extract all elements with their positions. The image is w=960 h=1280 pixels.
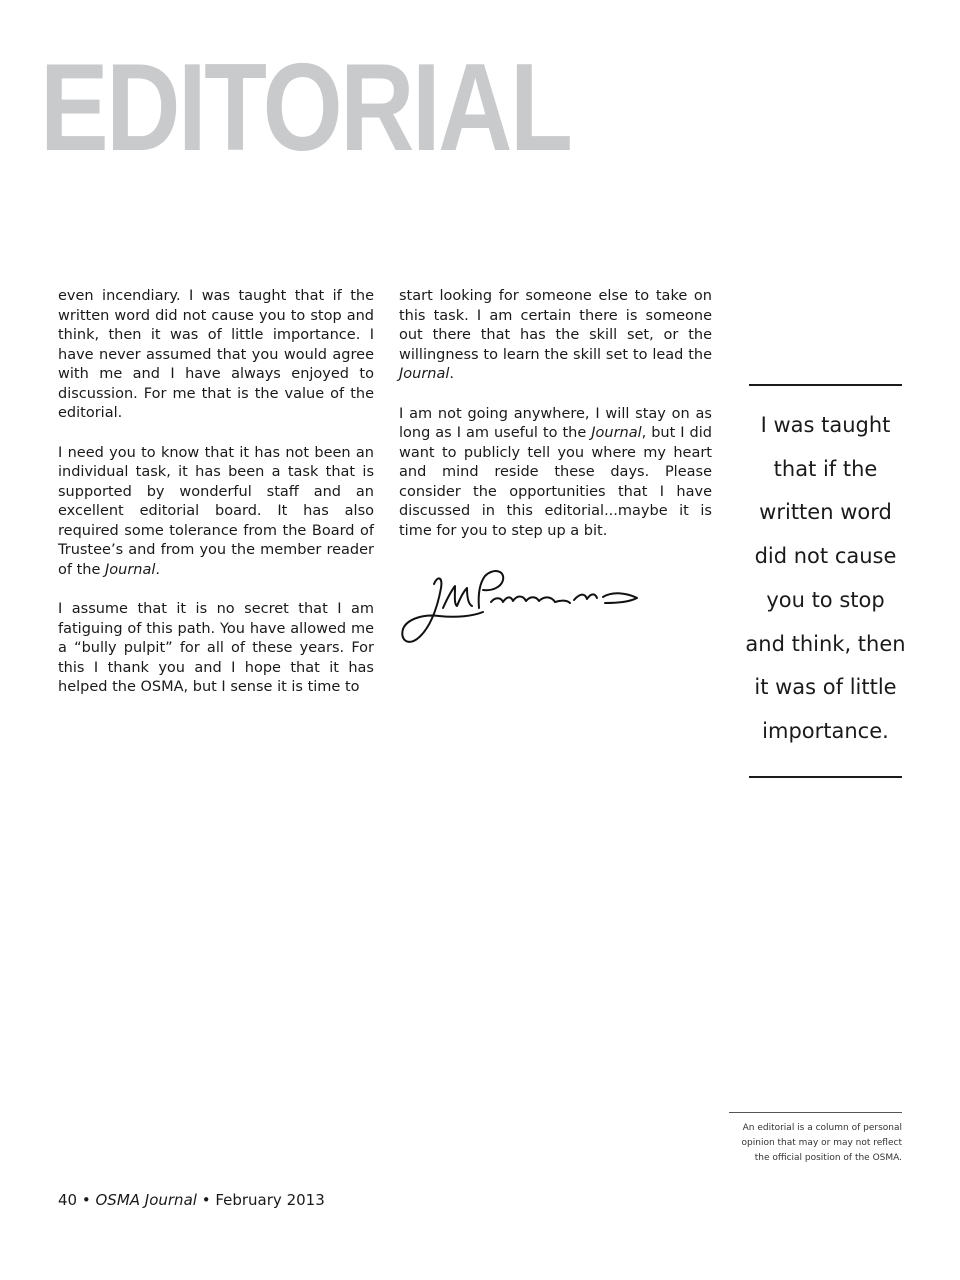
page-number: 40 <box>58 1191 78 1209</box>
journal-name: Journal <box>105 561 156 578</box>
text-run: I need you to know that it has not been an individual task, it has been a task that is supported by wonderful staff and an excellent editorial board. It has also required some tolerance from the Board of Trustee’s and from you the member reader of the <box>58 444 374 578</box>
text-run: I am not going anywhere, I will stay on as long as I am useful to the <box>399 405 712 441</box>
pull-quote-line: I was taught <box>760 413 891 437</box>
article-paragraph: I assume that it is no secret that I am fatiguing of this path. You have allowed me a “bully pulpit” for all of these years. For this I thank you and I hope that it has helped the OSMA, but I sense it is time to <box>58 601 374 695</box>
pull-quote-line: it was of little <box>754 675 897 700</box>
article-paragraph <box>399 287 712 385</box>
journal-name: Journal <box>399 366 450 382</box>
text-run: start looking for someone else to take on this task. I am certain there is someone out there that has the skill set, or the willingness to learn the skill set to lead the <box>399 288 712 363</box>
issue-date: February 2013 <box>215 1191 325 1209</box>
disclaimer-line: opinion that may or may not reflect <box>741 1138 902 1148</box>
disclaimer-line: An editorial is a column of personal <box>742 1123 902 1133</box>
pull-quote-line: written word <box>759 500 892 525</box>
signature-icon <box>399 566 644 650</box>
pull-quote-line: importance. <box>762 718 889 743</box>
article-column-middle <box>399 287 712 561</box>
pull-quote <box>745 384 906 778</box>
disclaimer-line: the official position of the OSMA. <box>754 1153 902 1163</box>
pull-quote-line: you to stop <box>766 587 885 612</box>
article-paragraph <box>58 444 374 581</box>
pull-quote-line: and think, then <box>745 631 906 656</box>
footer-separator: • <box>77 1191 96 1209</box>
article-paragraph: even incendiary. I was taught that if the written word did not cause you to stop and think, then it was of little importance. I have never assumed that you would agree with me and I have always enjoyed to discussion. For me that is the value of the editorial. <box>58 288 374 421</box>
page-footer <box>58 1190 325 1210</box>
pull-quote-text <box>735 404 916 754</box>
text-run: . <box>155 561 161 578</box>
pull-quote-line: did not cause <box>754 544 897 569</box>
journal-name: Journal <box>591 425 642 441</box>
pull-quote-line: that if the <box>773 456 878 481</box>
article-column-left <box>58 287 374 718</box>
journal-name: OSMA Journal <box>95 1191 197 1209</box>
text-run: , but I did want to publicly tell you where my heart and mind reside these days. Please consider the opportunities that I have discussed in this editorial...maybe it is time for you to step up a bit. <box>399 425 712 539</box>
page-title: EDITORIAL <box>40 39 571 177</box>
text-run: . <box>449 366 455 382</box>
editorial-disclaimer <box>729 1112 902 1166</box>
footer-separator: • <box>196 1191 216 1209</box>
article-paragraph <box>399 405 712 542</box>
